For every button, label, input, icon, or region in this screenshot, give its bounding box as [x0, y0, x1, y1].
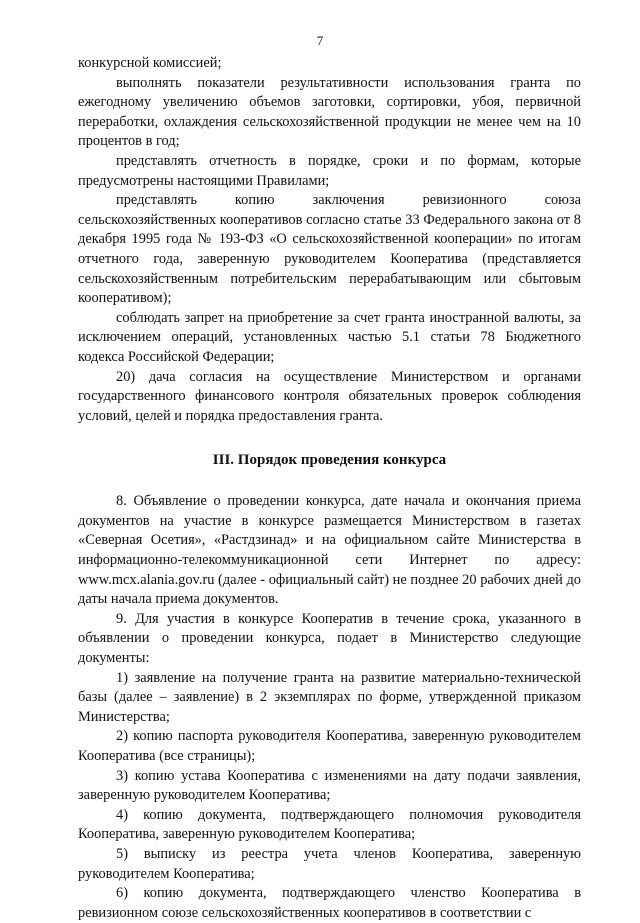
paragraph: представлять копию заключения ревизионного союза сельскохозяйственных кооперативов согласно статье 33 Федерального закона от 8 декабря 1995 года № 193-ФЗ «О сельскохозяйственной кооперации» по итогам отчетного года, заверенную руководителем Кооператива (представляется сельскохозяйственным потребительским перерабатывающим или сбытовым кооперативом); [78, 192, 581, 307]
list-item: 3) копию устава Кооператива с изменениями на дату подачи заявления, заверенную руководителем Кооператива; [78, 767, 581, 804]
paragraph: 9. Для участия в конкурсе Кооператив в течение срока, указанного в объявлении о проведении конкурса, подает в Министерство следующие документы: [78, 610, 581, 667]
paragraph: выполнять показатели результативности использования гранта по ежегодному увеличению объемов заготовки, сортировки, убоя, первичной переработки, охлаждения сельскохозяйственной продукции не менее чем на 10 процентов в год; [78, 74, 581, 150]
list-item: 4) копию документа, подтверждающего полномочия руководителя Кооператива, заверенную руководителем Кооператива; [78, 806, 581, 843]
paragraph: 8. Объявление о проведении конкурса, дате начала и окончания приема документов на участие в конкурсе размещается Министерством в газетах «Северная Осетия», «Растдзинад» и на официальном сайте Министерства в информационно-телекоммуникационной сети Интернет по адресу: www.mcx.alania.gov.ru (далее - официальный сайт) не позднее 20 рабочих дней до даты начала приема документов. [78, 493, 581, 608]
paragraph: соблюдать запрет на приобретение за счет гранта иностранной валюты, за исключением операций, установленных частью 5.1 статьи 78 Бюджетного кодекса Российской Федерации; [78, 309, 581, 365]
list-item: 2) копию паспорта руководителя Кооператива, заверенную руководителем Кооператива (все страницы); [78, 728, 581, 764]
list-item: 6) копию документа, подтверждающего членство Кооператива в ревизионном союзе сельскохозяйственных кооперативов в соответствии с [78, 885, 581, 921]
paragraph: конкурсной комиссией; [78, 55, 222, 71]
list-item: 5) выписку из реестра учета членов Кооператива, заверенную руководителем Кооператива; [78, 845, 581, 882]
page-number: 7 [316, 33, 324, 48]
section-heading: III. Порядок проведения конкурса [212, 452, 447, 469]
document-body [78, 54, 581, 923]
paragraph: 20) дача согласия на осуществление Министерством и органами государственного финансового контроля обязательных проверок соблюдения условий, целей и порядка предоставления гранта. [78, 368, 581, 424]
paragraph: представлять отчетность в порядке, сроки и по формам, которые предусмотрены настоящими Правилами; [78, 152, 581, 189]
list-item: 1) заявление на получение гранта на развитие материально-технической базы (далее – заявление) в 2 экземплярах по форме, утвержденной приказом Министерства; [78, 669, 581, 725]
